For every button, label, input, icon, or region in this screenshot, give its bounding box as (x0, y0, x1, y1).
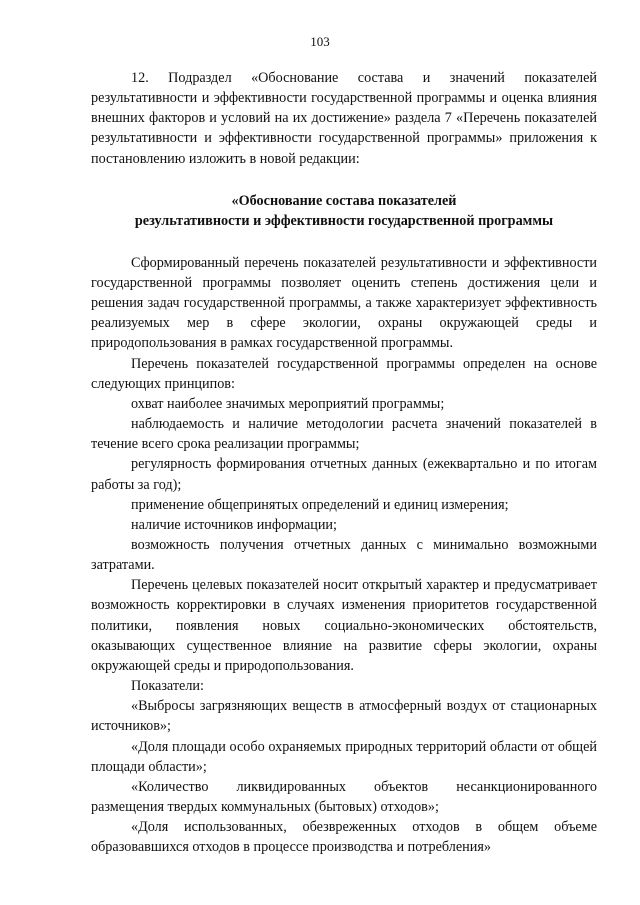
principle-item: возможность получения отчетных данных с минимально возможными затратами. (91, 536, 597, 574)
principle-item: регулярность формирования отчетных данных (ежеквартально и по итогам работы за год); (91, 456, 597, 493)
paragraph-indicators-label: Показатели: (131, 678, 204, 695)
intro-paragraph: 12. Подраздел «Обоснование состава и значений показателей результативности и эффективности государственной программы и оценка влияния внешних факторов и условий на их достижение» раздела 7 «Перечень показателей результативности и эффективности государственной программы» приложения к постановлению изложить в новой редакции: (91, 70, 597, 167)
paragraph-principles-intro: Перечень показателей государственной программы определен на основе следующих принципов: (91, 355, 597, 392)
principle-item: применение общепринятых определений и единиц измерения; (131, 496, 509, 513)
paragraph-open-list: Перечень целевых показателей носит открытый характер и предусматривает возможность корректировки в случаях изменения приоритетов государственной политики, появления новых социально-экономических обстоятельств, оказывающих существенное влияние на развитие сферы экологии, охраны окружающей среды и природопользования. (91, 577, 597, 674)
indicator-item: «Доля площади особо охраняемых природных территорий области от общей площади области»; (91, 738, 597, 775)
indicator-item: «Количество ликвидированных объектов несанкционированного размещения твердых коммунальных (бытовых) отходов»; (91, 778, 597, 815)
document-body (91, 68, 597, 857)
principle-item: наблюдаемость и наличие методологии расчета значений показателей в течение всего срока реализации программы; (91, 416, 597, 453)
principle-item: охват наиболее значимых мероприятий программы; (131, 395, 445, 412)
page-number: 103 (310, 34, 330, 49)
section-heading-line-2: результативности и эффективности государственной программы (134, 212, 554, 229)
section-heading (91, 191, 597, 231)
indicator-item: «Выбросы загрязняющих веществ в атмосферный воздух от стационарных источников»; (91, 698, 597, 735)
section-heading-line-1: «Обоснование состава показателей (231, 192, 457, 209)
indicator-item: «Доля использованных, обезвреженных отходов в общем объеме образовавшихся отходов в процессе производства и потребления» (91, 819, 597, 856)
principle-item: наличие источников информации; (131, 516, 337, 533)
paragraph-indicators-overview: Сформированный перечень показателей результативности и эффективности государственной программы позволяет оценить степень достижения цели и решения задач государственной программы, а также характеризует эффективность реализуемых мер в сфере экологии, охраны окружающей среды и природопользования в рамках государственной программы. (91, 254, 597, 352)
